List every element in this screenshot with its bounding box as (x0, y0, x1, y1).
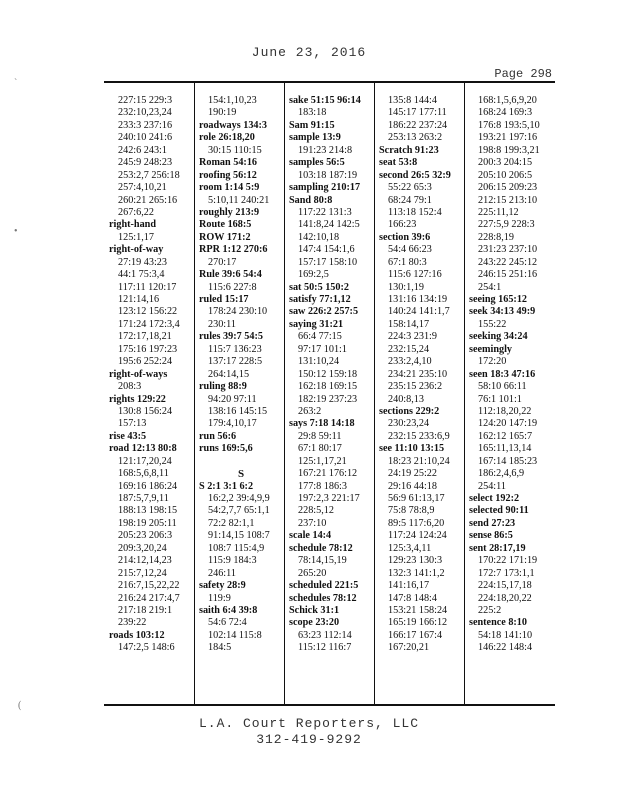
page-line-ref: 165:19 166:12 (388, 617, 448, 629)
page-line-ref: 246:15 251:16 (478, 269, 538, 281)
page-line-ref: 171:24 172:3,4 (118, 318, 180, 330)
page-line-ref: 233:3 237:16 (118, 119, 173, 131)
page-line-ref: 123:12 156:22 (118, 306, 178, 318)
page-line-ref: 193:21 197:16 (478, 132, 538, 144)
page-line-ref: 235:15 236:2 (388, 381, 443, 393)
page-line-ref: 168:24 169:3 (478, 107, 533, 119)
index-column-2 (199, 95, 283, 700)
page-line-ref: 233:2,4,10 (388, 356, 432, 368)
index-frame (104, 81, 555, 706)
page-line-ref: 191:23 214:8 (298, 144, 353, 156)
index-term: seeing 165:12 (469, 294, 528, 305)
index-term: roughly 213:9 (199, 206, 260, 218)
page-line-ref: 67:1 80:17 (298, 443, 342, 455)
page-line-ref: 145:17 177:11 (388, 107, 447, 119)
page-line-ref: 198:19 205:11 (118, 517, 177, 529)
index-term: runs 169:5,6 (199, 443, 253, 455)
scan-mark: ( (18, 700, 22, 711)
page-line-ref: 63:23 112:14 (298, 629, 352, 641)
page-line-ref: 165:11,13,14 (478, 443, 532, 455)
page-line-ref: 157:17 158:10 (298, 256, 358, 268)
page-line-ref: 267:6,22 (118, 206, 154, 218)
page-line-ref: 117:22 131:3 (298, 206, 352, 218)
page-line-ref: 208:3 (118, 381, 142, 393)
page-line-ref: 75:8 78:8,9 (388, 505, 435, 517)
page-line-ref: 158:14,17 (388, 318, 430, 330)
index-term: roads 103:12 (109, 629, 165, 641)
index-term: sample 13:9 (289, 132, 341, 144)
page-line-ref: 55:22 65:3 (388, 182, 432, 194)
index-term: ruled 15:17 (199, 294, 249, 305)
page-line-ref: 16:2,2 39:4,9,9 (208, 493, 270, 504)
page-line-ref: 170:22 171:19 (478, 555, 538, 567)
index-term: Rule 39:6 54:4 (199, 269, 262, 281)
page-line-ref: 260:21 265:16 (118, 194, 178, 206)
index-term: S 2:1 3:1 6:2 (199, 480, 254, 492)
page-line-ref: 68:24 79:1 (388, 194, 432, 206)
page-line-ref: 190:19 (208, 107, 237, 119)
page-line-ref: 67:1 80:3 (388, 256, 427, 268)
page-line-ref: 89:5 117:6,20 (388, 517, 445, 529)
court-reporter-phone: 312-419-9292 (256, 732, 362, 747)
page-line-ref: 169:16 186:24 (118, 480, 178, 492)
page-line-ref: 206:15 209:23 (478, 182, 538, 194)
hearing-date: June 23, 2016 (251, 45, 367, 60)
page-line-ref: 140:24 141:1,7 (388, 306, 450, 318)
page-line-ref: 169:2,5 (298, 269, 329, 281)
index-term: run 56:6 (199, 430, 237, 442)
page-line-ref: 130:8 156:24 (118, 405, 173, 417)
page-line-ref: 125:3,4,11 (388, 542, 432, 554)
index-term: selected 90:11 (469, 505, 529, 517)
page-line-ref: 91:14,15 108:7 (208, 530, 270, 542)
page-line-ref: 102:14 115:8 (208, 629, 262, 641)
page-line-ref: 115:6 227:8 (208, 281, 257, 293)
page-line-ref: 254:1 (478, 281, 502, 293)
page-line-ref: 186:2,4,6,9 (478, 468, 525, 480)
index-term: satisfy 77:1,12 (289, 294, 351, 305)
page-line-ref: 117:24 124:24 (388, 530, 447, 542)
page-line-ref: 177:8 186:3 (298, 480, 347, 492)
page-line-ref: 263:2 (298, 405, 322, 417)
page-line-ref: 132:3 141:1,2 (388, 567, 445, 579)
page-line-ref: 147:8 148:4 (388, 592, 437, 604)
page-line-ref: 172:17,18,21 (118, 331, 172, 343)
page-line-ref: 78:14,15,19 (298, 555, 347, 567)
page-line-ref: 214:12,14,23 (118, 555, 172, 567)
column-divider (284, 83, 285, 704)
page-line-ref: 124:20 147:19 (478, 418, 538, 430)
index-term: right-of-ways (109, 368, 168, 380)
page-line-ref: 225:11,12 (478, 206, 519, 218)
index-term: sections 229:2 (379, 405, 440, 417)
page-number: Page 298 (494, 67, 552, 81)
page-line-ref: 54:18 141:10 (478, 629, 533, 641)
page-line-ref: 205:23 206:3 (118, 530, 173, 542)
index-term: says 7:18 14:18 (289, 418, 355, 430)
page-line-ref: 232:15,24 (388, 343, 430, 355)
page-line-ref (199, 456, 283, 468)
index-term: sat 50:5 150:2 (289, 281, 349, 293)
page-line-ref: 270:17 (208, 256, 237, 268)
page-line-ref: 228:5,12 (298, 505, 334, 517)
page-line-ref: 141:8,24 142:5 (298, 219, 360, 231)
page-line-ref: 216:24 217:4,7 (118, 592, 180, 604)
index-term: seat 53:8 (379, 157, 418, 169)
page-line-ref: 115:12 116:7 (298, 642, 352, 654)
page-line-ref: 138:16 145:15 (208, 405, 268, 417)
index-term: schedules 78:12 (289, 592, 357, 604)
page-line-ref: 178:24 230:10 (208, 306, 268, 318)
page-line-ref: 147:4 154:1,6 (298, 244, 355, 256)
page-line-ref: 242:6 243:1 (118, 144, 167, 156)
page-line-ref: 166:17 167:4 (388, 629, 443, 641)
page-line-ref: 115:6 127:16 (388, 269, 442, 281)
index-term: Sam 91:15 (289, 119, 335, 131)
page-line-ref: 186:22 237:24 (388, 119, 448, 131)
page-line-ref: 182:19 237:23 (298, 393, 358, 405)
index-term: scale 14:4 (289, 530, 332, 542)
page-line-ref: 147:2,5 148:6 (118, 642, 175, 654)
letter-heading: S (237, 468, 245, 481)
index-column-5 (469, 95, 555, 700)
index-term: room 1:14 5:9 (199, 182, 260, 194)
page-line-ref: 141:16,17 (388, 580, 430, 592)
page-line-ref: 168:1,5,6,9,20 (478, 95, 537, 106)
page-line-ref: 176:8 193:5,10 (478, 119, 540, 131)
page-line-ref: 125:1,17,21 (298, 455, 347, 467)
page-line-ref: 121:14,16 (118, 294, 160, 305)
index-term: select 192:2 (469, 493, 520, 504)
page-line-ref: 108:7 115:4,9 (208, 542, 265, 554)
page-line-ref: 112:18,20,22 (478, 405, 532, 417)
page-line-ref: 243:22 245:12 (478, 256, 538, 268)
page-line-ref: 198:8 199:3,21 (478, 144, 540, 156)
scan-mark: • (14, 226, 18, 237)
index-term: sense 86:5 (469, 530, 513, 542)
page-line-ref: 179:4,10,17 (208, 418, 257, 430)
page-line-ref: 162:12 165:7 (478, 430, 533, 442)
index-term: rise 43:5 (109, 430, 147, 442)
page-line-ref: 103:18 187:19 (298, 169, 358, 181)
page-line-ref: 232:15 233:6,9 (388, 430, 450, 442)
page-line-ref: 29:8 59:11 (298, 430, 342, 442)
index-term: seen 18:3 47:16 (469, 368, 536, 380)
page-line-ref: 232:10,23,24 (118, 107, 172, 119)
page-line-ref: 217:18 219:1 (118, 604, 173, 616)
page-line-ref: 245:9 248:23 (118, 157, 173, 169)
page-line-ref: 257:4,10,21 (118, 182, 167, 194)
index-term: rules 39:7 54:5 (199, 331, 263, 343)
page-line-ref: 56:9 61:13,17 (388, 493, 445, 504)
page-line-ref: 125:1,17 (118, 231, 154, 243)
page-line-ref: 227:15 229:3 (118, 95, 173, 106)
index-term: section 39:6 (379, 231, 431, 243)
index-column-3 (289, 95, 373, 700)
page-line-ref: 131:16 134:19 (388, 294, 448, 305)
page-line-ref: 254:11 (478, 480, 506, 492)
index-term: seemingly (469, 343, 513, 355)
page-line-ref: 172:7 173:1,1 (478, 567, 535, 579)
page-line-ref: 154:1,10,23 (208, 95, 257, 106)
page-line-ref: 131:10,24 (298, 356, 340, 368)
page-line-ref: 29:16 44:18 (388, 480, 437, 492)
index-term: sent 28:17,19 (469, 542, 526, 554)
page-line-ref: 224:18,20,22 (478, 592, 532, 604)
page-line-ref: 94:20 97:11 (208, 393, 257, 405)
page-line-ref: 146:22 148:4 (478, 642, 533, 654)
index-term: sentence 8:10 (469, 617, 527, 629)
page-line-ref: 150:12 159:18 (298, 368, 358, 380)
page-line-ref: 153:21 158:24 (388, 604, 448, 616)
page-line-ref: 167:21 176:12 (298, 468, 358, 480)
page-line-ref: 230:11 (208, 318, 236, 330)
page-line-ref: 200:3 204:15 (478, 157, 533, 169)
page-line-ref: 212:15 213:10 (478, 194, 538, 206)
page-line-ref: 66:4 77:15 (298, 331, 342, 343)
page-line-ref: 227:5,9 228:3 (478, 219, 535, 231)
index-term: safety 28:9 (199, 580, 246, 592)
index-term: right-of-way (109, 244, 164, 256)
page-line-ref: 54:2,7,7 65:1,1 (208, 505, 270, 517)
page-line-ref: 166:23 (388, 219, 417, 231)
page-line-ref: 44:1 75:3,4 (118, 269, 165, 281)
index-term: sake 51:15 96:14 (289, 95, 361, 106)
page-line-ref: 157:13 (118, 418, 147, 430)
page-line-ref: 137:17 228:5 (208, 356, 263, 368)
page-line-ref: 225:2 (478, 604, 502, 616)
index-term: schedule 78:12 (289, 542, 353, 554)
page-line-ref: 240:10 241:6 (118, 132, 173, 144)
index-term: ruling 88:9 (199, 381, 247, 393)
index-term: seeking 34:24 (469, 331, 528, 343)
page-line-ref: 167:14 185:23 (478, 455, 538, 467)
page-line-ref: 237:10 (298, 517, 327, 529)
index-term: send 27:23 (469, 517, 516, 529)
index-term: saw 226:2 257:5 (289, 306, 359, 318)
page-line-ref: 205:10 206:5 (478, 169, 533, 181)
index-term: rights 129:22 (109, 393, 166, 405)
page-line-ref: 142:10,18 (298, 231, 340, 243)
page-line-ref: 30:15 110:15 (208, 144, 262, 156)
page-line-ref: 224:3 231:9 (388, 331, 437, 343)
index-term: see 11:10 13:15 (379, 443, 445, 455)
page-line-ref: 5:10,11 240:21 (208, 194, 270, 206)
index-term: saith 6:4 39:8 (199, 604, 258, 616)
page-line-ref: 231:23 237:10 (478, 244, 538, 256)
index-column-4 (379, 95, 463, 700)
page-line-ref: 240:8,13 (388, 393, 424, 405)
page-line-ref: 209:3,20,24 (118, 542, 167, 554)
column-divider (194, 83, 195, 704)
page-line-ref: 97:17 101:1 (298, 343, 347, 355)
page-line-ref: 18:23 21:10,24 (388, 455, 450, 467)
index-term: Scratch 91:23 (379, 144, 439, 156)
page-line-ref: 230:23,24 (388, 418, 430, 430)
page-line-ref: 234:21 235:10 (388, 368, 448, 380)
page-line-ref: 168:5,6,8,11 (118, 468, 169, 480)
page-line-ref: 246:11 (208, 567, 236, 579)
page-line-ref: 188:13 198:15 (118, 505, 178, 517)
scan-mark: ` (14, 78, 18, 89)
page-line-ref: 115:9 184:3 (208, 555, 257, 567)
page-line-ref: 175:16 197:23 (118, 343, 178, 355)
index-term: RPR 1:12 270:6 (199, 244, 268, 256)
index-term: Roman 54:16 (199, 157, 258, 169)
index-term: Schick 31:1 (289, 604, 340, 616)
page-line-ref: 115:7 136:23 (208, 343, 262, 355)
index-term: roofing 56:12 (199, 169, 257, 181)
page-line-ref: 129:23 130:3 (388, 555, 443, 567)
page-line-ref: 172:20 (478, 356, 507, 368)
page-line-ref: 228:8,19 (478, 231, 514, 243)
index-term: saying 31:21 (289, 318, 344, 330)
index-term: seek 34:13 49:9 (469, 306, 536, 318)
page-line-ref: 183:18 (298, 107, 327, 119)
page-line-ref: 167:20,21 (388, 642, 430, 654)
index-term: scheduled 221:5 (289, 580, 359, 592)
page-line-ref: 216:7,15,22,22 (118, 580, 180, 592)
page-line-ref: 76:1 101:1 (478, 393, 522, 405)
page-line-ref: 224:15,17,18 (478, 580, 532, 592)
page-line-ref: 162:18 169:15 (298, 381, 358, 393)
page-line-ref: 197:2,3 221:17 (298, 493, 360, 504)
page-line-ref: 195:6 252:24 (118, 356, 173, 368)
index-term: Sand 80:8 (289, 194, 333, 206)
page-line-ref: 264:14,15 (208, 368, 250, 380)
page-line-ref: 265:20 (298, 567, 327, 579)
page-line-ref: 239:22 (118, 617, 147, 629)
column-divider (374, 83, 375, 704)
page-line-ref: 113:18 152:4 (388, 206, 442, 218)
page-line-ref: 54:6 72:4 (208, 617, 247, 629)
page-line-ref: 215:7,12,24 (118, 567, 167, 579)
court-reporter-name: L.A. Court Reporters, LLC (198, 716, 420, 731)
index-column-1 (109, 95, 193, 700)
index-term: ROW 171:2 (199, 231, 251, 243)
index-term: second 26:5 32:9 (379, 169, 451, 181)
page-line-ref: 117:11 120:17 (118, 281, 177, 293)
page-line-ref: 135:8 144:4 (388, 95, 437, 106)
page-line-ref: 24:19 25:22 (388, 468, 437, 480)
index-term: Route 168:5 (199, 219, 252, 231)
page-line-ref: 54:4 66:23 (388, 244, 432, 256)
page-line-ref: 187:5,7,9,11 (118, 493, 169, 504)
page-line-ref: 58:10 66:11 (478, 381, 527, 393)
index-term: sampling 210:17 (289, 182, 361, 194)
index-term: scope 23:20 (289, 617, 340, 629)
index-term: roadways 134:3 (199, 119, 268, 131)
page-line-ref: 119:9 (208, 592, 231, 604)
page-line-ref: 130:1,19 (388, 281, 424, 293)
page-line-ref: 253:13 263:2 (388, 132, 443, 144)
column-divider (464, 83, 465, 704)
page-line-ref: 253:2,7 256:18 (118, 169, 180, 181)
page-line-ref: 72:2 82:1,1 (208, 517, 255, 529)
page-line-ref: 184:5 (208, 642, 232, 654)
page-line-ref: 121:17,20,24 (118, 455, 172, 467)
index-term: right-hand (109, 219, 156, 231)
page-line-ref: 27:19 43:23 (118, 256, 167, 268)
index-term: role 26:18,20 (199, 132, 255, 144)
index-term: samples 56:5 (289, 157, 345, 169)
page-line-ref: 155:22 (478, 318, 507, 330)
index-term: road 12:13 80:8 (109, 443, 177, 455)
